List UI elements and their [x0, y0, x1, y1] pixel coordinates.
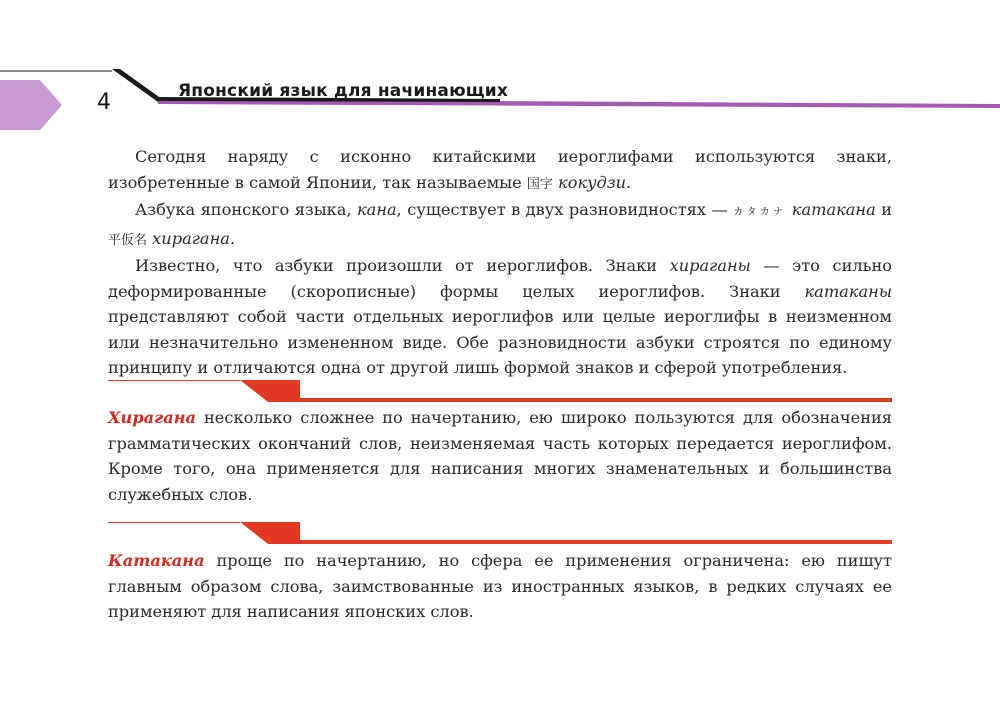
hiragana-term: Хирагана: [108, 408, 197, 427]
header-title: Японский язык для начинающих: [178, 81, 509, 101]
section-divider: [0, 375, 1000, 405]
intro-paragraph-2: Азбука японского языка, кана, существует в двух разновидностях — カタカナ катакана и 平仮名 хирагана.: [108, 200, 892, 248]
section-divider: [0, 517, 1000, 547]
katakana-term: Катакана: [108, 551, 205, 570]
hiragana-paragraph: Хирагана несколько сложнее по начертанию, ею широко пользуются для обозначения грамматических окончаний слов, неизменяемая часть которых передается иероглифом. Кроме того, она применяется для написания многих знаменательных и большинства служебных слов.: [108, 408, 892, 504]
katakana-box: [108, 548, 892, 625]
header-rule: [0, 0, 1000, 120]
katakana-paragraph: Катакана проще по начертанию, но сфера ее применения ограничена: ею пишут главным образом слова, заимствованные из иностранных языков, в редких случаях ее применяют для написания японских слов.: [108, 551, 892, 621]
hiragana-box: [108, 405, 892, 507]
intro-text: [108, 144, 892, 381]
page-number: 4: [97, 90, 111, 115]
intro-paragraph-3: Известно, что азбуки произошли от иероглифов. Знаки хираганы — это сильно деформированные (скорописные) формы целых иероглифов. Знаки катаканы представляют собой части отдельных иероглифов или целые иероглифы в неизменном или незначительно измененном виде. Обе разновидности азбуки строятся по единому принципу и отличаются одна от другой лишь формой знаков и сферой употребления.: [108, 256, 892, 377]
intro-paragraph-1: Сегодня наряду с исконно китайскими иероглифами используются знаки, изобретенные в самой Японии, так называемые 国字 кокудзи.: [108, 147, 892, 192]
